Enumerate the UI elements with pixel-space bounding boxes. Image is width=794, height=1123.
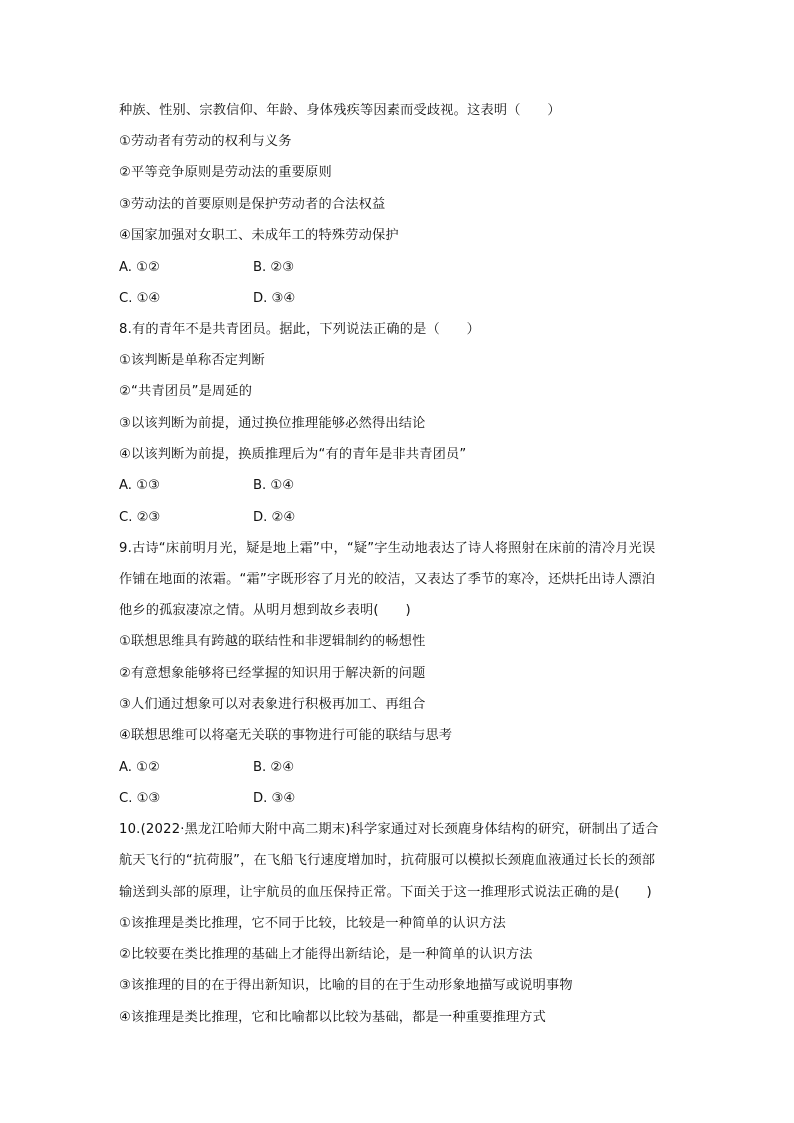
q8-option-a: A. ①③: [119, 478, 160, 493]
q7-option-a: A. ①②: [119, 260, 160, 275]
q9-stem-line-1: 9.古诗“床前明月光，疑是地上霜”中，“疑”字生动地表达了诗人将照射在床前的清冷月光误: [119, 541, 656, 556]
q7-statement-4: ④国家加强对女职工、未成年工的特殊劳动保护: [119, 228, 399, 243]
q8-option-c: C. ②③: [119, 510, 161, 525]
q10-stem-line-2: 航天飞行的“抗荷服”，在飞船飞行速度增加时，抗荷服可以模拟长颈鹿血液通过长长的颈部: [119, 853, 656, 868]
q10-stem-line-1: 10.(2022·黑龙江哈师大附中高二期末)科学家通过对长颈鹿身体结构的研究，研制出了适合: [119, 822, 659, 837]
q10-stem-line-3: 输送到头部的原理，让宇航员的血压保持正常。下面关于这一推理形式说法正确的是( ): [119, 885, 652, 900]
q7-statement-2: ②平等竞争原则是劳动法的重要原则: [119, 165, 332, 180]
q7-option-c: C. ①④: [119, 291, 161, 306]
q9-stem-line-3: 他乡的孤寂凄凉之情。从明月想到故乡表明( ): [119, 603, 411, 618]
q9-statement-4: ④联想思维可以将毫无关联的事物进行可能的联结与思考: [119, 728, 453, 743]
q8-option-d: D. ②④: [253, 510, 296, 525]
q9-stem-line-2: 作铺在地面的浓霜。“霜”字既形容了月光的皎洁，又表达了季节的寒冷，还烘托出诗人漂泊: [119, 572, 656, 587]
q7-option-b: B. ②③: [253, 260, 295, 275]
q10-statement-4: ④该推理是类比推理，它和比喻都以比较为基础，都是一种重要推理方式: [119, 1010, 547, 1025]
q9-statement-2: ②有意想象能够将已经掌握的知识用于解决新的问题: [119, 666, 426, 681]
q7-statement-1: ①劳动者有劳动的权利与义务: [119, 134, 292, 149]
q9-option-b: B. ②④: [253, 760, 295, 775]
q8-option-b: B. ①④: [253, 478, 295, 493]
q9-statement-1: ①联想思维具有跨越的联结性和非逻辑制约的畅想性: [119, 634, 426, 649]
q8-statement-1: ①该判断是单称否定判断: [119, 353, 265, 368]
q9-option-a: A. ①②: [119, 760, 160, 775]
q10-statement-1: ①该推理是类比推理，它不同于比较，比较是一种简单的认识方法: [119, 916, 506, 931]
q9-option-c: C. ①③: [119, 791, 161, 806]
q8-stem: 8.有的青年不是共青团员。据此，下列说法正确的是（ ）: [119, 322, 481, 337]
q10-statement-2: ②比较要在类比推理的基础上才能得出新结论，是一种简单的认识方法: [119, 947, 533, 962]
q9-option-d: D. ③④: [253, 791, 296, 806]
q8-statement-4: ④以该判断为前提，换质推理后为“有的青年是非共青团员”: [119, 447, 467, 462]
q8-statement-3: ③以该判断为前提，通过换位推理能够必然得出结论: [119, 416, 426, 431]
q9-statement-3: ③人们通过想象可以对表象进行积极再加工、再组合: [119, 697, 426, 712]
q7-stem-continuation: 种族、性别、宗教信仰、年龄、身体残疾等因素而受歧视。这表明（ ）: [119, 103, 561, 118]
q7-statement-3: ③劳动法的首要原则是保护劳动者的合法权益: [119, 197, 386, 212]
q8-statement-2: ②“共青团员”是周延的: [119, 384, 253, 399]
q10-statement-3: ③该推理的目的在于得出新知识，比喻的目的在于生动形象地描写或说明事物: [119, 978, 573, 993]
q7-option-d: D. ③④: [253, 291, 296, 306]
